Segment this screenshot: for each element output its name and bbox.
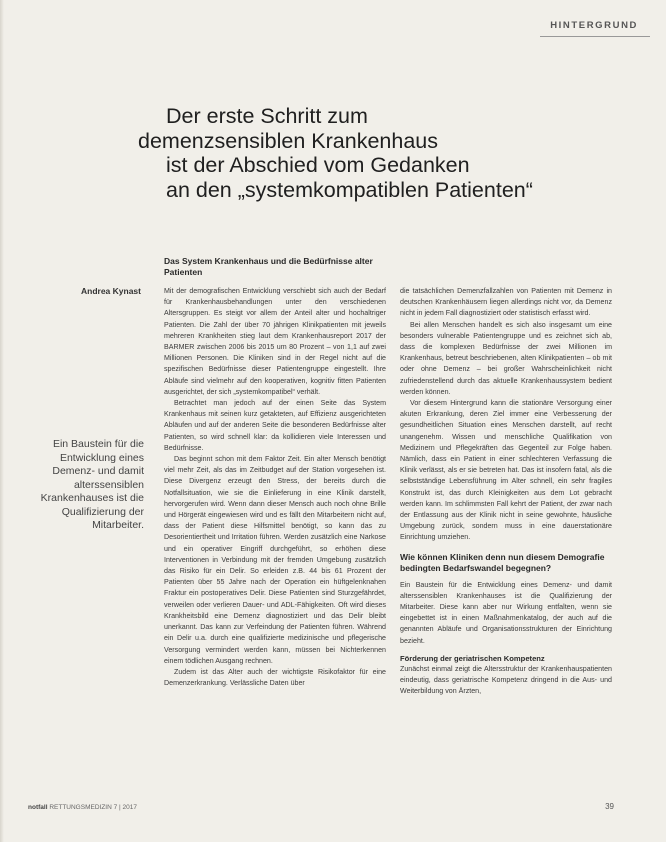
article-column-1 [164,286,386,786]
paragraph: Bei allen Menschen handelt es sich also insgesamt um eine besonders vulnerable Patientengruppe und es zeichnet sich ab, dass die komplexen Bedürfnisse der zwei Millionen im Krankenhaus, betreut beschriebenen, alten Klinikpatienten – ob mit oder ohne Demenz – bei großer Wahrscheinlichkeit nicht zufriedenstellend durch das aktuelle Krankenhaussystem bedient werden können. [400,320,612,396]
paragraph: Mit der demografischen Entwicklung verschiebt sich auch der Bedarf für Krankenhausbehandlungen unter den verschiedenen Altersgruppen. Es steigt vor allem der Anteil alter und hochaltriger Patienten. Die Zahl der über 70 jährigen Klinikpatienten mit jeweils mehreren Krankheiten stieg laut dem Krankenhausreport 2017 der BARMER zwischen 2006 bis 2015 um 80 Prozent – von 1,1 auf zwei Millionen Personen. Die Kliniken sind in der Regel nicht auf die spezifischen Bedürfnisse dieser Patientengruppe eingestellt. Ihre Abläufe sind vielmehr auf den kooperativen, kognitiv fitten Patienten ausgerichtet, der sich „systemkompatibel“ verhält. [164,287,386,396]
article-column-2 [400,286,612,788]
headline-line-1: Der erste Schritt zum [166,104,368,128]
pull-quote: Ein Baustein für die Entwicklung eines Demenz- und damit alterssensiblen Krankenhauses ist die Qualifizierung der Mitarbeiter. [40,438,144,531]
section-label: HINTERGRUND [550,20,638,31]
headline-line-2: demenzsensiblen Krankenhaus [138,128,439,153]
paragraph: die tatsächlichen Demenzfallzahlen von Patienten mit Demenz in deutschen Krankenhäusern liegen allerdings nicht vor, da Demenz nicht in jedem Fall diagnostiziert oder statistisch erfasst wird. [400,287,612,318]
paragraph: Betrachtet man jedoch auf der einen Seite das System Krankenhaus mit seinen kurz getakteten, auf Effizienz ausgerichteten Abläufen und auf der anderen Seite die besonderen Bedürfnisse alter Patienten, so wird schnell klar: da kollidieren viele Interessen und Bedürfnisse. [164,399,386,452]
author-name: Andrea Kynast [81,286,141,296]
article-headline [138,104,638,202]
headline-line-4: an den „systemkompatiblen Patienten“ [166,177,533,202]
column2-heading: Wie können Kliniken denn nun diesem Demografie bedingten Bedarfswandel begegnen? [400,551,605,573]
paragraph: Ein Baustein für die Entwicklung eines Demenz- und damit alterssensiblen Krankenhauses ist die Qualifizierung der Mitarbeiter. Diese kann aber nur Wirkung entfalten, wenn sie eingebettet ist in einen Maßnahmenkatalog, der auch auf die genannten Abläufe und Organisationsstrukturen der Einrichtung bezieht. [400,580,612,645]
headline-line-3: ist der Abschied vom Gedanken [166,153,470,177]
paragraph: Vor diesem Hintergrund kann die stationäre Versorgung einer akuten Erkrankung, deren Ziel immer eine Verbesserung der gesundheitlichen Situation eines Menschen darstellt, auf recht unangenehm. Wissen und menschliche Qualifikation von Medizinern und Pflegekräften das Gegenteil zur Folge haben. Nämlich, dass ein Patient in einer schlechteren Verfassung die Klinik verlässt, als er sie betreten hat. Das ist insofern fatal, als die selbstständige Lebensführung im Alter schnell, ein sehr fragiles Konstrukt ist, das durch Kleinigkeiten aus dem Lot gebracht werden kann. Im schlimmsten Fall kehrt der Patient, der zwar nach der Entlassung aus der Klinik nicht in seine gewohnte, häusliche Umgebung zurück, sondern muss in eine dauerstationäre Einrichtung umziehen. [400,399,612,542]
paragraph: Zudem ist das Alter auch der wichtigste Risikofaktor für eine Demenzerkrankung. Verlässliche Daten über [164,667,386,688]
footer-issue: RETTUNGSMEDIZIN 7 | 2017 [49,804,137,811]
paragraph: Zunächst einmal zeigt die Altersstruktur der Krankenhauspatienten eindeutig, dass geriatrische Kompetenz dringend in die Aus- und Weiterbildung von Ärzten, [400,664,612,696]
column2-subheading: Förderung der geriatrischen Kompetenz [400,653,545,663]
section-divider [540,36,650,37]
footer-magazine: notfall [28,804,48,811]
page-fold-shadow [0,0,4,842]
paragraph: Das beginnt schon mit dem Faktor Zeit. Ein alter Mensch benötigt viel mehr Zeit, als das im Zeitbudget auf der Station vorgesehen ist. Diese Divergenz erzeugt den Stress, der bereits durch die Notfallsituation, wie sie die Einlieferung in eine Klinik darstellt, hervorgerufen wird. Wenn dann dieser Mensch auch noch ohne Brille und Hörgerät eingewiesen wird und es fällt den Mitarbeitern nicht auf, dass der Patient diese Hilfsmittel benötigt, so kann das zu Desorientiertheit und Irritation führen. Werden zusätzlich eine Narkose und ein operativer Eingriff durchgeführt, so erhöhen diese Interventionen in Verbindung mit der fremden Umgebung zusätzlich das Risiko für ein Delir. So erleiden z.B. 44 bis 61 Prozent der Patienten über 55 Jahre nach der Operation ein hüftgelenknahen Fraktur ein postoperatives Delir. Diese Patienten sind Sturzgefährdet, verweilen oder verlieren Dauer- und ADL-Fähigkeiten. Oft wird dieses Krankheitsbild eine Demenz diagnostiziert und das Delir bleibt unerkannt. Das kann zur Verfeindung der Patienten führen. Während ein Delir u.a. durch eine qualifizierte medizinische und pflegerische Versorgung vermindert werden kann, müssen bei Nichterkennen einem tödlichen Ausgang rechnen. [164,455,386,665]
column1-heading: Das System Krankenhaus und die Bedürfnisse alter Patienten [164,256,373,277]
footer-publication [28,804,137,811]
page-number: 39 [605,802,614,811]
